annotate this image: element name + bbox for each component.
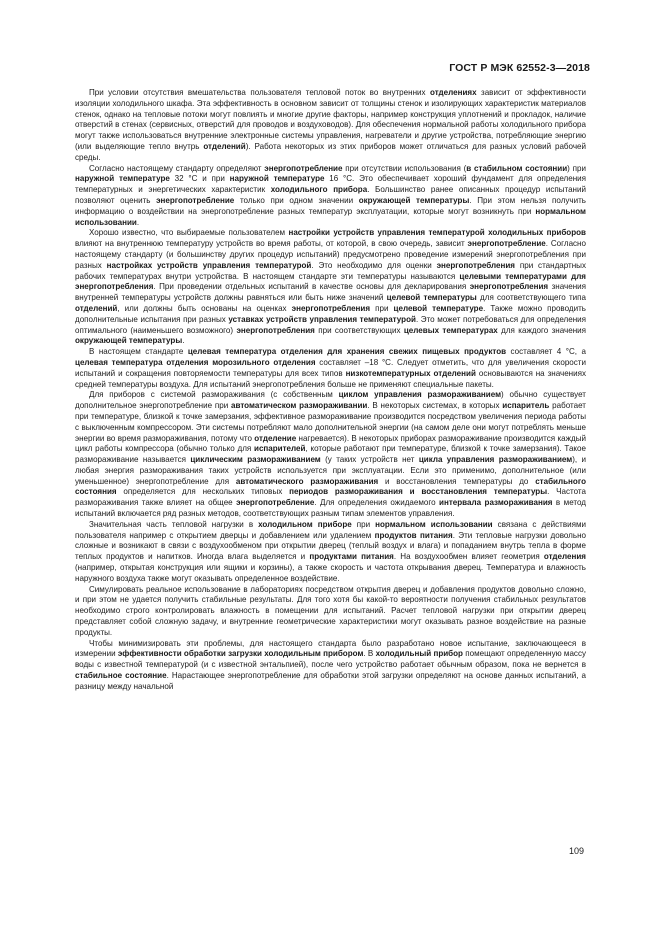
text-run: (например, открытая конструкция или ящики и корзины), а также скорость и частота открывания дверец. Температура и влажность наружного воздуха также могут оказывать определенное воздействие. xyxy=(75,563,586,583)
text-run: . При проведении отдельных испытаний в качестве основы для декларирования xyxy=(153,282,470,292)
term: низкотемпературных отделений xyxy=(345,368,476,378)
text-run: при xyxy=(370,303,394,313)
paragraph xyxy=(75,390,586,520)
text-run: ) при xyxy=(567,163,586,173)
text-run: , или должны быть основаны на оценках xyxy=(117,303,292,313)
text-run: Симулировать реальное использование в лабораториях посредством открытия дверец и добавления продуктов довольно сложно, и при этом не удается получить стабильные результаты. Для того хотя бы какой-то вероятности получения стабильных результатов необходимо строго контролировать влажность в помещении для испытаний. Расчет тепловой нагрузки при открытии дверец представляет собой сложную задачу, и внутренние геометрические характеристики могут оказывать разное воздействие на разные продукты. xyxy=(75,584,586,637)
text-run: при стандартных рабочих температурах внутри устройства. В настоящем стандарте эти температуры называются xyxy=(75,260,586,281)
term: автоматическом размораживании xyxy=(231,401,368,411)
term: испарителей xyxy=(254,444,306,454)
term: в стабильном состоянии xyxy=(466,163,568,173)
term: отделение xyxy=(254,433,297,443)
document-header xyxy=(449,62,590,74)
text-run: Значительная часть тепловой нагрузки в xyxy=(89,519,259,529)
term: автоматического размораживания xyxy=(235,476,379,486)
term: целевая температура отделения для хранения свежих пищевых продуктов xyxy=(187,347,507,357)
term: целевая температура отделения морозильного отделения xyxy=(75,357,316,367)
text-run: при отсутствии использования ( xyxy=(342,163,467,173)
text-run: . Это необходимо для оценки xyxy=(311,260,437,270)
text-run: при xyxy=(351,519,376,529)
term: циклом управления размораживанием xyxy=(338,390,502,400)
text-run: определяется для нескольких типовых xyxy=(116,487,290,497)
term: целевых температурах xyxy=(403,325,498,335)
term: уставках устройств управления температурой xyxy=(228,314,416,324)
term: периодов размораживания и восстановления температуры xyxy=(289,487,548,497)
term: энергопотребления xyxy=(291,303,371,313)
text-run: . В xyxy=(363,649,376,659)
term: энергопотребление xyxy=(156,195,235,205)
text-run: составляет –18 °С. Следует отметить, что для увеличения скорости испытаний и сокращения повторяемости температуры для всех типов xyxy=(75,357,586,378)
text-run: . На воздухообмен влияет геометрия xyxy=(393,552,544,562)
term: энергопотребление xyxy=(264,163,343,173)
text-run: Согласно настоящему стандарту определяют xyxy=(89,163,265,173)
paragraph xyxy=(75,347,586,390)
term: отделениях xyxy=(429,88,477,97)
text-run: . Это может потребоваться для определения оптимального (наименьшего возможного) xyxy=(75,314,586,335)
text-run: ). Работа некоторых из этих приборов может отличаться для разных условий рабочей среды. xyxy=(75,141,586,162)
term: целевой температуры xyxy=(386,293,477,303)
text-run: связана с действиями пользователя например с открытием дверцы и добавлением или удалением xyxy=(75,519,586,540)
text-run: ), и любая энергия размораживания таких устройств используется при эксплуатации. Если это применимо, дополнительное (или уменьшенное) энергопотребление для xyxy=(75,455,587,486)
text-run: . xyxy=(182,336,185,346)
text-run: (у таких устройств нет xyxy=(320,455,419,465)
term: холодильного прибора xyxy=(270,185,368,195)
text-run: . Нарастающее энергопотребление для обработки этой загрузки определяют на основе данных испытаний, а разницу между начальной xyxy=(75,671,586,691)
term: холодильный прибор xyxy=(375,649,463,659)
text-run: ) обычно существует дополнительное энергопотребление при xyxy=(75,390,586,411)
term: холодильном приборе xyxy=(258,519,352,529)
term: отделений xyxy=(75,303,118,313)
text-run: . Согласно настоящему стандарту (и большинству других процедур испытаний) предусмотрено проведение измерений энергопотребления при разных xyxy=(75,239,586,270)
text-run: при соответствующих xyxy=(314,325,404,335)
term: отделения xyxy=(543,552,586,562)
page-number: 109 xyxy=(568,846,584,856)
term: наружной температуре xyxy=(229,174,325,184)
term: цикла управления размораживанием xyxy=(418,455,573,465)
text-run: нагревается). В некоторых приборах размораживание производится каждый цикл работы компрессора (обычно только для xyxy=(75,433,586,454)
term: окружающей температуры xyxy=(75,336,183,346)
term: энергопотребления xyxy=(236,325,315,335)
text-run: . Также можно проводить дополнительные испытания при разных xyxy=(75,303,586,324)
text-run: зависит от эффективности изоляции холодильного шкафа. Эта эффективность в основном зависит от толщины стенок и изолирующих характеристик материалов стенок, однако на тепловые потоки могут повлиять и многие другие факторы, например конструкция уплотнений и прокладок, наличие отверстий в стенах (сервисных, отверстий для проводов и воздуховодов). Для обеспечения нормальной работы холодильного прибора могут также использоваться внутренние электронные системы управления, нагреватели и другие устройства, потребляющие энергию (или выделяющие тепло внутрь xyxy=(75,88,587,151)
text-run: Для приборов с системой размораживания (с собственным xyxy=(89,390,339,400)
text-run: только при одном значении xyxy=(234,195,359,205)
term: целевой температуре xyxy=(393,303,484,313)
text-run: помещают определенную массу воды с известной температурой (и с известной энтальпией), после чего устройство работает обычным образом, пока не вернется в xyxy=(75,649,587,670)
term: энергопотребления xyxy=(436,260,516,270)
term: нормальном использовании xyxy=(375,519,493,529)
term: циклическим размораживанием xyxy=(190,455,321,465)
text-run: . В некоторых системах, в которых xyxy=(367,401,503,411)
text-run: Хорошо известно, что выбираемые пользователем xyxy=(89,228,289,238)
text-run: Чтобы минимизировать эти проблемы, для настоящего стандарта было разработано новое испытание, заключающееся в измерении xyxy=(75,638,586,659)
paragraph xyxy=(75,639,586,693)
text-run: . Эти тепловые нагрузки довольно сложные и возникают в связи с воздухообменом при открытии дверец (теплый воздух и влага) и попаданием внутрь тепла в форме теплых продуктов и напитков. Иногда влага выделяется и xyxy=(75,530,586,562)
term: отделений xyxy=(203,141,246,151)
text-run: . Для определения ожидаемого xyxy=(314,498,440,508)
term: испаритель xyxy=(502,401,550,411)
term: окружающей температуры xyxy=(358,195,470,205)
text-run: значения внутренней температуры устройств должны равняться или быть ниже значений xyxy=(75,282,586,303)
term: настройках устройств управления температурой xyxy=(106,260,312,270)
text-run: , которые работают при температуре, близкой к точке замерзания). Такое размораживание называется xyxy=(75,444,586,465)
term: энергопотребление xyxy=(236,498,315,508)
text-run: работает при температуре, близкой к точке замерзания, эффективное размораживание производится посредством увеличения периода работы с выключенным компрессором. Эти системы потребляют мало дополнительной энергии (на самом деле они могут потреблять меньше энергии во время размораживания, потому что xyxy=(75,401,586,443)
term: энергопотребления xyxy=(469,282,549,292)
text-run: 32 °С и при xyxy=(169,174,230,184)
paragraph xyxy=(75,520,586,585)
text-run: . Частота размораживания также влияет на общее xyxy=(75,487,586,508)
term: эффективности обработки загрузки холодильным прибором xyxy=(117,649,364,659)
text-run: В настоящем стандарте xyxy=(89,347,188,357)
text-run: . xyxy=(136,217,140,227)
paragraph xyxy=(75,228,586,347)
text-run: влияют на внутреннюю температуру устройств во время работы, от которой, в свою очередь, зависит xyxy=(75,239,468,249)
text-run: составляет 4 °С, а xyxy=(506,347,586,357)
text-run: и восстановления температуры до xyxy=(378,476,536,486)
text-run: в метод испытаний включается ряд разных методов, соответствующих разным типам элементов управления. xyxy=(75,498,586,519)
text-run: для соответствующего типа xyxy=(476,293,586,303)
standard-id: ГОСТ Р МЭК 62552-3—2018 xyxy=(449,62,590,74)
text-run: 16 °С. Это обеспечивает хороший фундамент для определения температурных и энергетических характеристик xyxy=(75,174,587,195)
document-body xyxy=(75,88,586,693)
term: энергопотребление xyxy=(467,239,546,249)
paragraph xyxy=(75,585,586,639)
term: целевыми температурами для энергопотребления xyxy=(75,271,586,292)
term: нормальном использовании xyxy=(75,206,586,227)
text-run: При условии отсутствия вмешательства пользователя тепловой поток во внутренних xyxy=(89,88,430,97)
paragraph xyxy=(75,88,586,164)
paragraph xyxy=(75,164,586,229)
term: продуктов питания xyxy=(374,530,453,540)
term: интервала размораживания xyxy=(439,498,553,508)
text-run: . При этом нельзя получить информацию о воздействии на энергопотребление разных температур эксплуатации, которые могут возникнуть при xyxy=(75,195,586,216)
term: наружной температуре xyxy=(75,174,170,184)
text-run: . Большинство ранее описанных процедур испытаний позволяют оценить xyxy=(75,185,586,205)
term: стабильного состояния xyxy=(75,476,586,497)
text-run: основываются на значениях средней температуры воздуха. Для испытаний энергопотребления больше не применяют специальные пакеты. xyxy=(75,368,586,389)
term: стабильное состояние xyxy=(75,671,167,681)
term: продуктами питания xyxy=(309,552,394,562)
text-run: для каждого значения xyxy=(497,325,586,335)
term: настройки устройств управления температурой холодильных приборов xyxy=(288,228,586,238)
